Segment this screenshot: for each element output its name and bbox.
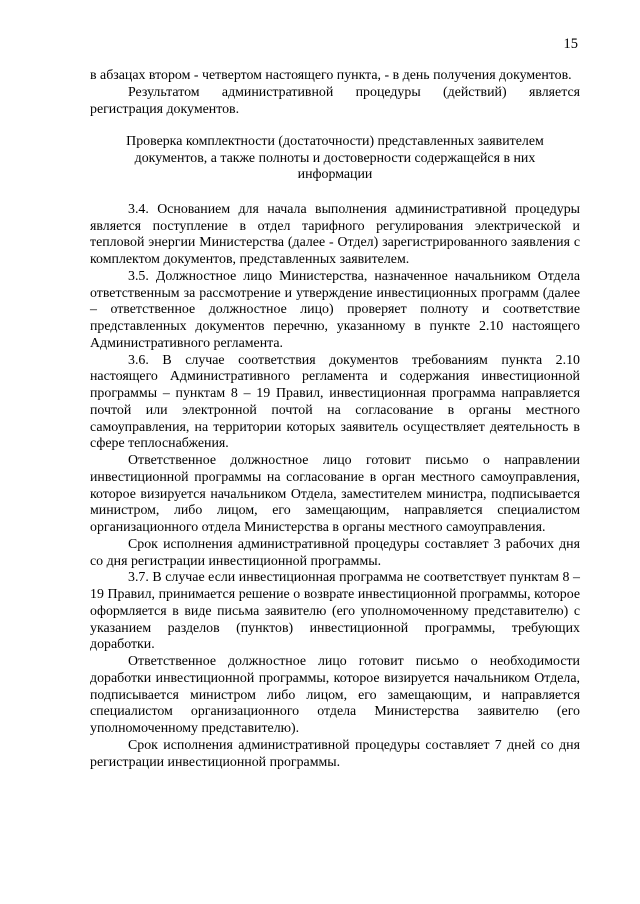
paragraph-letter-approval: Ответственное должностное лицо готовит письмо о направлении инвестиционной программы на согласование в орган местного самоуправления, которое визируется начальником Отдела, заместителем министра, подписывается министром, либо лицом, его замещающим, направляется специалистом организационного отдела Министерства в органы местного самоуправления. bbox=[90, 453, 580, 535]
paragraph-deadline-7-days: Срок исполнения административной процедуры составляет 7 дней со дня регистрации инвестиционной программы. bbox=[90, 737, 580, 770]
paragraph-deadline-3-days: Срок исполнения административной процедуры составляет 3 рабочих дня со дня регистрации инвестиционной программы. bbox=[90, 536, 580, 569]
paragraph-3-7: 3.7. В случае если инвестиционная программа не соответствует пунктам 8 – 19 Правил, принимается решение о возврате инвестиционной программы, которое оформляется в виде письма заявителю (его уполномоченному представителю) с указанием разделов (пунктов) инвестиционной программы, требующих доработки. bbox=[90, 570, 580, 653]
paragraph-3-4: 3.4. Основанием для начала выполнения административной процедуры является поступление в отдел тарифного регулирования электрической и тепловой энергии Министерства (далее - Отдел) зарегистрированного заявления с комплектом документов, представленных заявителем. bbox=[90, 201, 580, 267]
section-heading: Проверка комплектности (достаточности) представленных заявителем документов, а также полноты и достоверности содержащейся в них информации bbox=[126, 134, 544, 183]
paragraph-3-6: 3.6. В случае соответствия документов требованиям пункта 2.10 настоящего Административного регламента и содержания инвестиционной программы – пунктам 8 – 19 Правил, инвестиционная программа направляется почтой или электронной почтой на согласование в органы местного самоуправления, на территории которых заявитель осуществляет деятельность в сфере теплоснабжения. bbox=[90, 352, 580, 452]
paragraph-letter-revision: Ответственное должностное лицо готовит письмо о необходимости доработки инвестиционной программы, которое визируется начальником Отдела, подписывается министром либо лицом, его замещающим, и направляется специалистом организационного отдела Министерства заявителю (его уполномоченному представителю). bbox=[90, 654, 580, 736]
paragraph-continuation: в абзацах втором - четвертом настоящего пункта, - в день получения документов. bbox=[90, 68, 572, 83]
paragraph-result: Результатом административной процедуры (действий) является регистрация документов. bbox=[90, 84, 580, 117]
page-number: 15 bbox=[563, 36, 578, 52]
paragraph-3-5: 3.5. Должностное лицо Министерства, назначенное начальником Отдела ответственным за рассмотрение и утверждение инвестиционных программ (далее – ответственное должностное лицо) проверяет полноту и соответствие представленных документов перечню, указанному в пункте 2.10 настоящего Административного регламента. bbox=[90, 268, 580, 351]
document-body bbox=[90, 68, 580, 771]
